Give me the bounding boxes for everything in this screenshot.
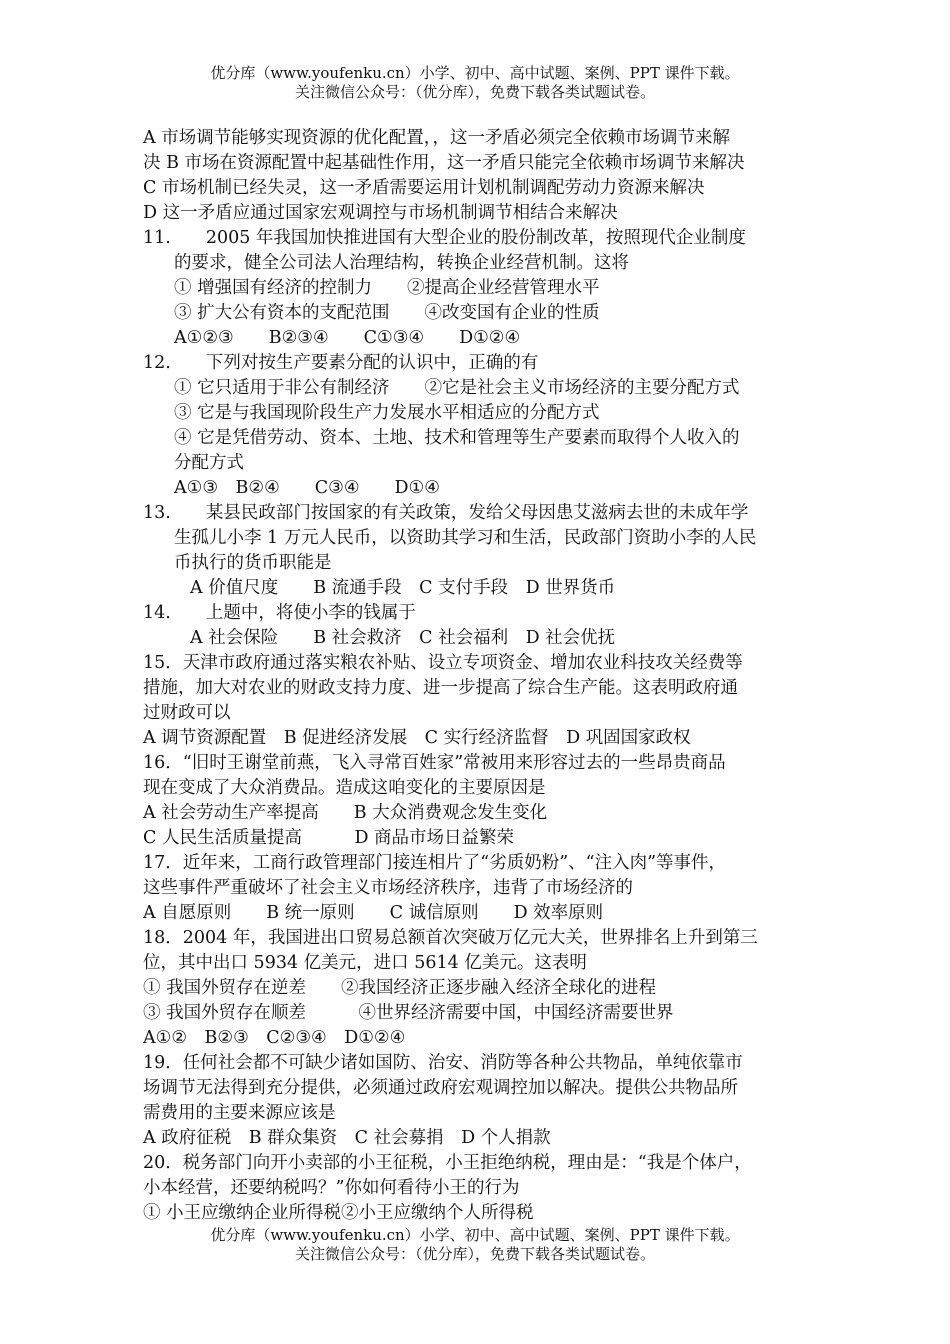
q15-stem-line3: 过财政可以 <box>143 703 231 723</box>
q13-choices: A 价值尺度 B 流通手段 C 支付手段 D 世界货币 <box>190 578 616 598</box>
q12-item-4-line2: 分配方式 <box>174 453 244 473</box>
q19-stem-line3: 需费用的主要来源应该是 <box>143 1103 336 1123</box>
q17-stem-line1: 17．近年来，工商行政管理部门接连相片了“劣质奶粉”、“注入肉”等事件， <box>143 853 727 873</box>
q19-stem-line2: 场调节无法得到充分提供，必须通过政府宏观调控加以解决。提供公共物品所 <box>143 1078 738 1098</box>
q13-stem-line2: 生孤儿小李 1 万元人民币，以资助其学习和生活，民政部门资助小李的人民 <box>174 528 757 548</box>
q11-choices: A①②③ B②③④ C①③④ D①②④ <box>174 328 521 348</box>
header-line-2: 关注微信公众号：（优分库），免费下载各类试题试卷。 <box>294 83 655 101</box>
q18-stem-line1: 18．2004 年，我国进出口贸易总额首次突破万亿元大关，世界排名上升到第三 <box>143 928 758 948</box>
header-line-1: 优分库（www.youfenku.cn）小学、初中、高中试题、案例、PPT 课件下载。 <box>210 64 740 82</box>
q16-stem-line2: 现在变成了大众消费品。造成这咱变化的主要原因是 <box>143 778 546 798</box>
q17-choices: A 自愿原则 B 统一原则 C 诚信原则 D 效率原则 <box>143 903 604 923</box>
q20-items-1-2: ① 小王应缴纳企业所得税②小王应缴纳个人所得税 <box>143 1203 534 1223</box>
q13-stem-line3: 币执行的货币职能是 <box>174 553 332 573</box>
q15-stem-line1: 15．天津市政府通过落实粮农补贴、设立专项资金、增加农业科技攻关经费等 <box>143 653 743 673</box>
q11-items-3-4: ③ 扩大公有资本的支配范围 ④改变国有企业的性质 <box>174 303 600 323</box>
q19-choices: A 政府征税 B 群众集资 C 社会募捐 D 个人捐款 <box>143 1128 551 1148</box>
q16-choices-cd: C 人民生活质量提高 D 商品市场日益繁荣 <box>143 828 515 848</box>
q12-choices: A①③ B②④ C③④ D①④ <box>174 478 440 498</box>
q16-stem-line1: 16．“旧时王谢堂前燕，飞入寻常百姓家”常被用来形容过去的一些昂贵商品 <box>143 753 726 773</box>
q15-stem-line2: 措施，加大对农业的财政支持力度、进一步提高了综合生产能。这表明政府通 <box>143 678 738 698</box>
q10-option-d: D 这一矛盾应通过国家宏观调控与市场机制调节相结合来解决 <box>143 203 618 223</box>
q20-stem-line1: 20．税务部门向开小卖部的小王征税，小王拒绝纳税，理由是：“我是个体户， <box>143 1153 752 1173</box>
q11-items-1-2: ① 增强国有经济的控制力 ②提高企业经营管理水平 <box>174 278 600 298</box>
q18-stem-line2: 位，其中出口 5934 亿美元，进口 5614 亿美元。这表明 <box>143 953 587 973</box>
q16-choices-ab: A 社会劳动生产率提高 B 大众消费观念发生变化 <box>143 803 548 823</box>
q14-stem: 14. 上题中，将使小李的钱属于 <box>143 603 416 623</box>
q11-stem-line2: 的要求，健全公司法人治理结构，转换企业经营机制。这将 <box>174 253 629 273</box>
q10-option-a-line2-b: 决 B 市场在资源配置中起基础性作用，这一矛盾只能完全依赖市场调节来解决 <box>143 153 745 173</box>
q10-option-c: C 市场机制已经失灵，这一矛盾需要运用计划机制调配劳动力资源来解决 <box>143 178 705 198</box>
q13-stem-line1: 13. 某县民政部门按国家的有关政策，发给父母因患艾滋病去世的未成年学 <box>143 503 749 523</box>
page-header <box>0 64 950 102</box>
q12-item-4-line1: ④ 它是凭借劳动、资本、土地、技术和管理等生产要素而取得个人收入的 <box>174 428 740 448</box>
q12-stem: 12. 下列对按生产要素分配的认识中，正确的有 <box>143 353 539 373</box>
q12-item-3: ③ 它是与我国现阶段生产力发展水平相适应的分配方式 <box>174 403 600 423</box>
q15-choices: A 调节资源配置 B 促进经济发展 C 实行经济监督 D 巩固国家政权 <box>143 728 691 748</box>
q18-choices: A①② B②③ C②③④ D①②④ <box>143 1028 406 1048</box>
q18-items-1-2: ① 我国外贸存在逆差 ②我国经济正逐步融入经济全球化的进程 <box>143 978 657 998</box>
q14-choices: A 社会保险 B 社会救济 C 社会福利 D 社会优抚 <box>190 628 616 648</box>
q12-items-1-2: ① 它只适用于非公有制经济 ②它是社会主义市场经济的主要分配方式 <box>174 378 740 398</box>
q19-stem-line1: 19．任何社会都不可缺少诸如国防、治安、消防等各种公共物品，单纯依靠市 <box>143 1053 743 1073</box>
footer-line-1: 优分库（www.youfenku.cn）小学、初中、高中试题、案例、PPT 课件下载。 <box>210 1226 740 1244</box>
q11-stem-line1: 11. 2005 年我国加快推进国有大型企业的股份制改革，按照现代企业制度 <box>143 228 746 248</box>
q18-items-3-4: ③ 我国外贸存在顺差 ④世界经济需要中国，中国经济需要世界 <box>143 1003 674 1023</box>
q10-option-a-line1: A 市场调节能够实现资源的优化配置，，这一矛盾必须完全依赖市场调节来解 <box>143 128 730 148</box>
q20-stem-line2: 小本经营，还要纳税吗？”你如何看待小王的行为 <box>143 1178 520 1198</box>
page-footer <box>0 1226 950 1264</box>
footer-line-2: 关注微信公众号：（优分库），免费下载各类试题试卷。 <box>294 1245 655 1263</box>
q17-stem-line2: 这些事件严重破坏了社会主义市场经济秩序，违背了市场经济的 <box>143 878 633 898</box>
